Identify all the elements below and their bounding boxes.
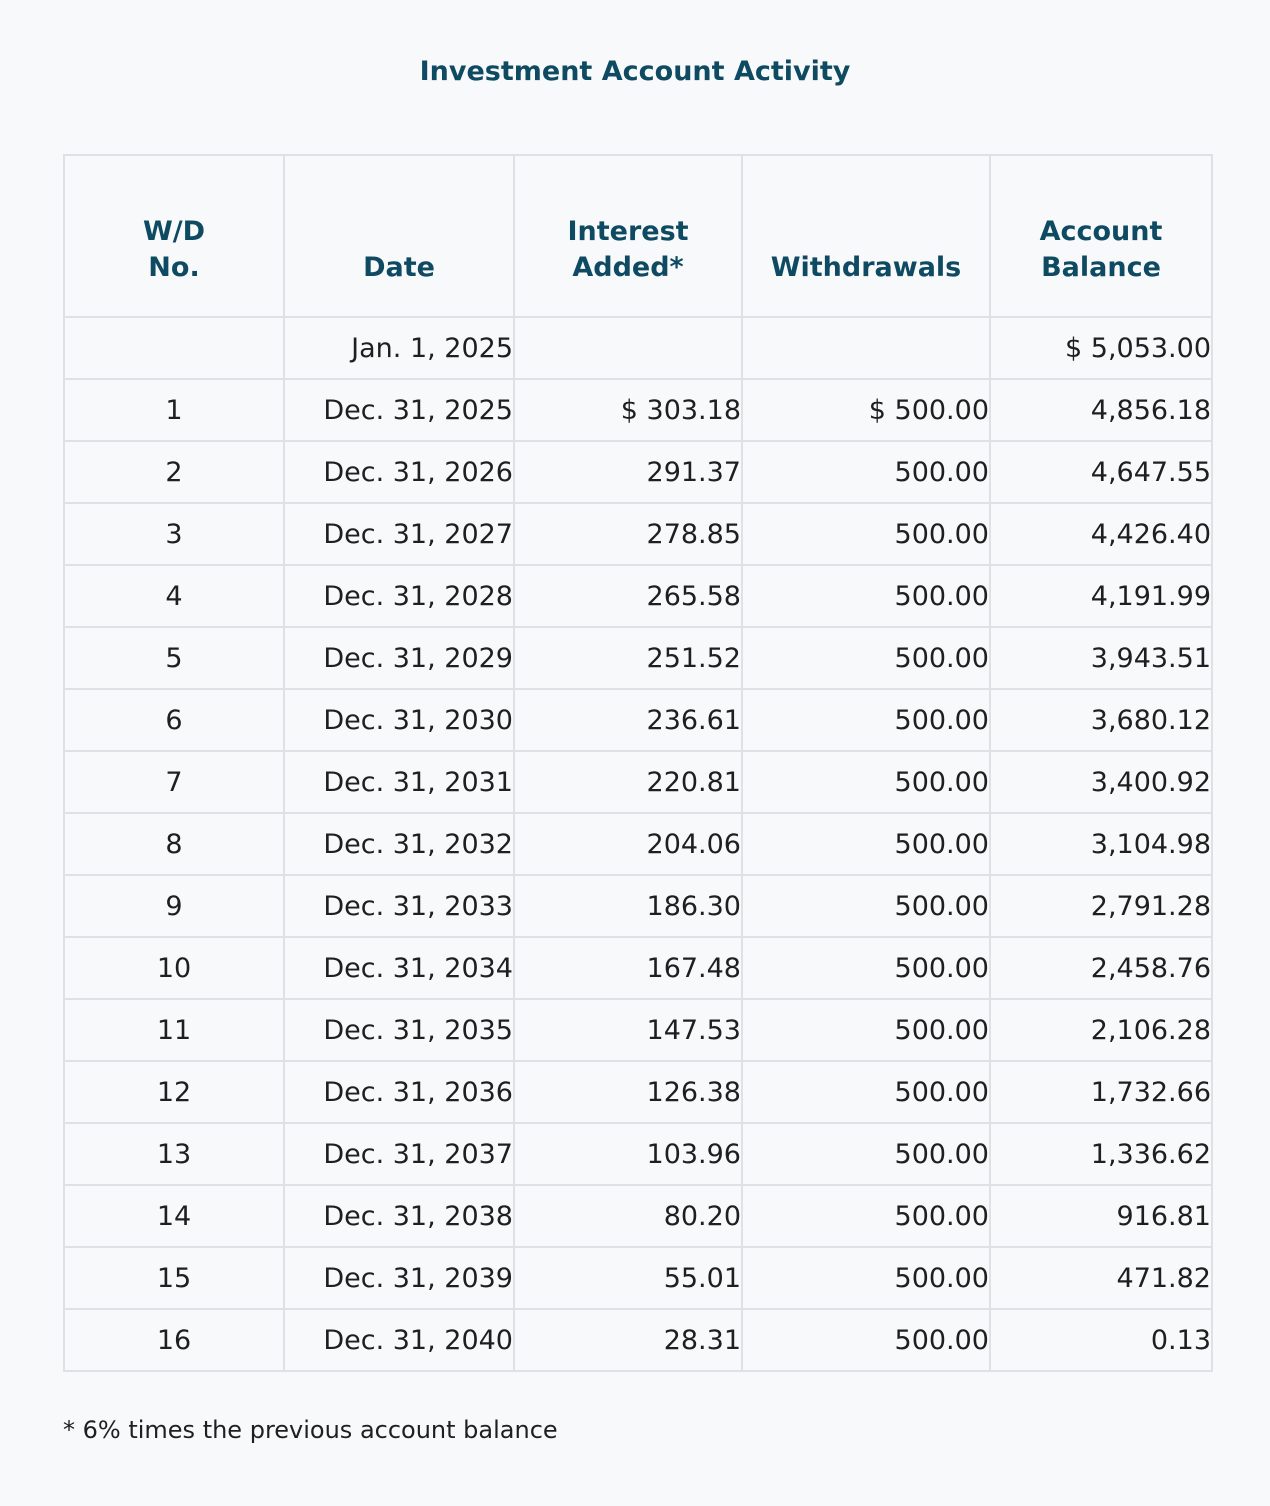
cell-interest: 291.37 [514,441,742,503]
cell-withdrawal: 500.00 [742,565,990,627]
cell-interest: 55.01 [514,1247,742,1309]
cell-date: Dec. 31, 2034 [284,937,514,999]
cell-date: Dec. 31, 2028 [284,565,514,627]
cell-withdrawal: 500.00 [742,813,990,875]
table-row [64,751,1212,813]
cell-interest [514,317,742,379]
cell-withdrawal: 500.00 [742,751,990,813]
table-row [64,317,1212,379]
column-header-withdrawals [742,155,990,317]
cell-balance: 3,943.51 [990,627,1212,689]
column-header-balance-line1: Account [1039,216,1163,247]
table-row [64,689,1212,751]
table-row [64,1061,1212,1123]
cell-date: Dec. 31, 2029 [284,627,514,689]
cell-balance: 2,791.28 [990,875,1212,937]
cell-withdrawal: 500.00 [742,1061,990,1123]
cell-interest: 236.61 [514,689,742,751]
table-row [64,627,1212,689]
cell-date: Dec. 31, 2039 [284,1247,514,1309]
column-header-wd-no [64,155,284,317]
column-header-wd-no-line1: W/D [142,216,206,247]
cell-balance: 1,336.62 [990,1123,1212,1185]
cell-date: Dec. 31, 2027 [284,503,514,565]
cell-wd-no: 3 [64,503,284,565]
cell-wd-no: 1 [64,379,284,441]
cell-date: Dec. 31, 2032 [284,813,514,875]
column-header-interest [514,155,742,317]
page-title: Investment Account Activity [419,56,851,87]
column-header-balance-line2: Balance [1041,252,1161,283]
cell-balance: 2,458.76 [990,937,1212,999]
cell-balance: 471.82 [990,1247,1212,1309]
cell-date: Jan. 1, 2025 [284,317,514,379]
cell-withdrawal: 500.00 [742,689,990,751]
cell-balance: 1,732.66 [990,1061,1212,1123]
cell-interest: 220.81 [514,751,742,813]
table-row [64,441,1212,503]
cell-wd-no: 2 [64,441,284,503]
cell-wd-no: 4 [64,565,284,627]
cell-interest: 186.30 [514,875,742,937]
table-row [64,503,1212,565]
table-row [64,1309,1212,1371]
column-header-date [284,155,514,317]
cell-withdrawal: 500.00 [742,1309,990,1371]
cell-date: Dec. 31, 2038 [284,1185,514,1247]
column-header-interest-line1: Interest [567,216,689,247]
cell-interest: 265.58 [514,565,742,627]
cell-withdrawal: 500.00 [742,1247,990,1309]
table-row [64,379,1212,441]
cell-withdrawal: 500.00 [742,999,990,1061]
cell-wd-no: 16 [64,1309,284,1371]
cell-withdrawal: 500.00 [742,627,990,689]
cell-interest: 80.20 [514,1185,742,1247]
cell-wd-no: 13 [64,1123,284,1185]
cell-withdrawal: 500.00 [742,1123,990,1185]
cell-balance: 2,106.28 [990,999,1212,1061]
cell-withdrawal [742,317,990,379]
cell-balance: 3,400.92 [990,751,1212,813]
cell-date: Dec. 31, 2040 [284,1309,514,1371]
table-row [64,1247,1212,1309]
cell-wd-no: 12 [64,1061,284,1123]
cell-balance: 3,680.12 [990,689,1212,751]
cell-interest: 28.31 [514,1309,742,1371]
table-row [64,999,1212,1061]
cell-wd-no: 5 [64,627,284,689]
table-row [64,875,1212,937]
cell-date: Dec. 31, 2031 [284,751,514,813]
cell-wd-no: 14 [64,1185,284,1247]
cell-wd-no: 15 [64,1247,284,1309]
cell-interest: 147.53 [514,999,742,1061]
cell-interest: 251.52 [514,627,742,689]
column-header-wd-no-line2: No. [148,252,200,283]
account-activity-table [63,154,1213,1372]
cell-balance: 0.13 [990,1309,1212,1371]
cell-interest: 126.38 [514,1061,742,1123]
column-header-interest-line2: Added* [572,252,684,283]
cell-wd-no: 6 [64,689,284,751]
cell-balance: 916.81 [990,1185,1212,1247]
table-row [64,1123,1212,1185]
cell-date: Dec. 31, 2036 [284,1061,514,1123]
cell-balance: 4,856.18 [990,379,1212,441]
cell-withdrawal: 500.00 [742,441,990,503]
cell-wd-no: 9 [64,875,284,937]
cell-wd-no [64,317,284,379]
cell-date: Dec. 31, 2025 [284,379,514,441]
cell-withdrawal: $ 500.00 [742,379,990,441]
cell-interest: 278.85 [514,503,742,565]
cell-wd-no: 10 [64,937,284,999]
cell-balance: 4,647.55 [990,441,1212,503]
cell-withdrawal: 500.00 [742,937,990,999]
cell-balance: 4,191.99 [990,565,1212,627]
cell-wd-no: 11 [64,999,284,1061]
column-header-date-label: Date [363,252,435,283]
cell-withdrawal: 500.00 [742,1185,990,1247]
column-header-withdrawals-label: Withdrawals [770,252,962,283]
cell-interest: 103.96 [514,1123,742,1185]
table-row [64,565,1212,627]
cell-date: Dec. 31, 2030 [284,689,514,751]
cell-balance: 3,104.98 [990,813,1212,875]
cell-wd-no: 8 [64,813,284,875]
table-row [64,937,1212,999]
cell-date: Dec. 31, 2026 [284,441,514,503]
cell-date: Dec. 31, 2037 [284,1123,514,1185]
table-row [64,813,1212,875]
cell-date: Dec. 31, 2035 [284,999,514,1061]
cell-withdrawal: 500.00 [742,875,990,937]
cell-balance: 4,426.40 [990,503,1212,565]
table-row [64,1185,1212,1247]
cell-interest: 204.06 [514,813,742,875]
cell-interest: $ 303.18 [514,379,742,441]
cell-date: Dec. 31, 2033 [284,875,514,937]
footnote: * 6% times the previous account balance [63,1416,558,1444]
table-header-row [64,155,1212,317]
column-header-balance [990,155,1212,317]
cell-balance: $ 5,053.00 [990,317,1212,379]
cell-withdrawal: 500.00 [742,503,990,565]
cell-wd-no: 7 [64,751,284,813]
cell-interest: 167.48 [514,937,742,999]
